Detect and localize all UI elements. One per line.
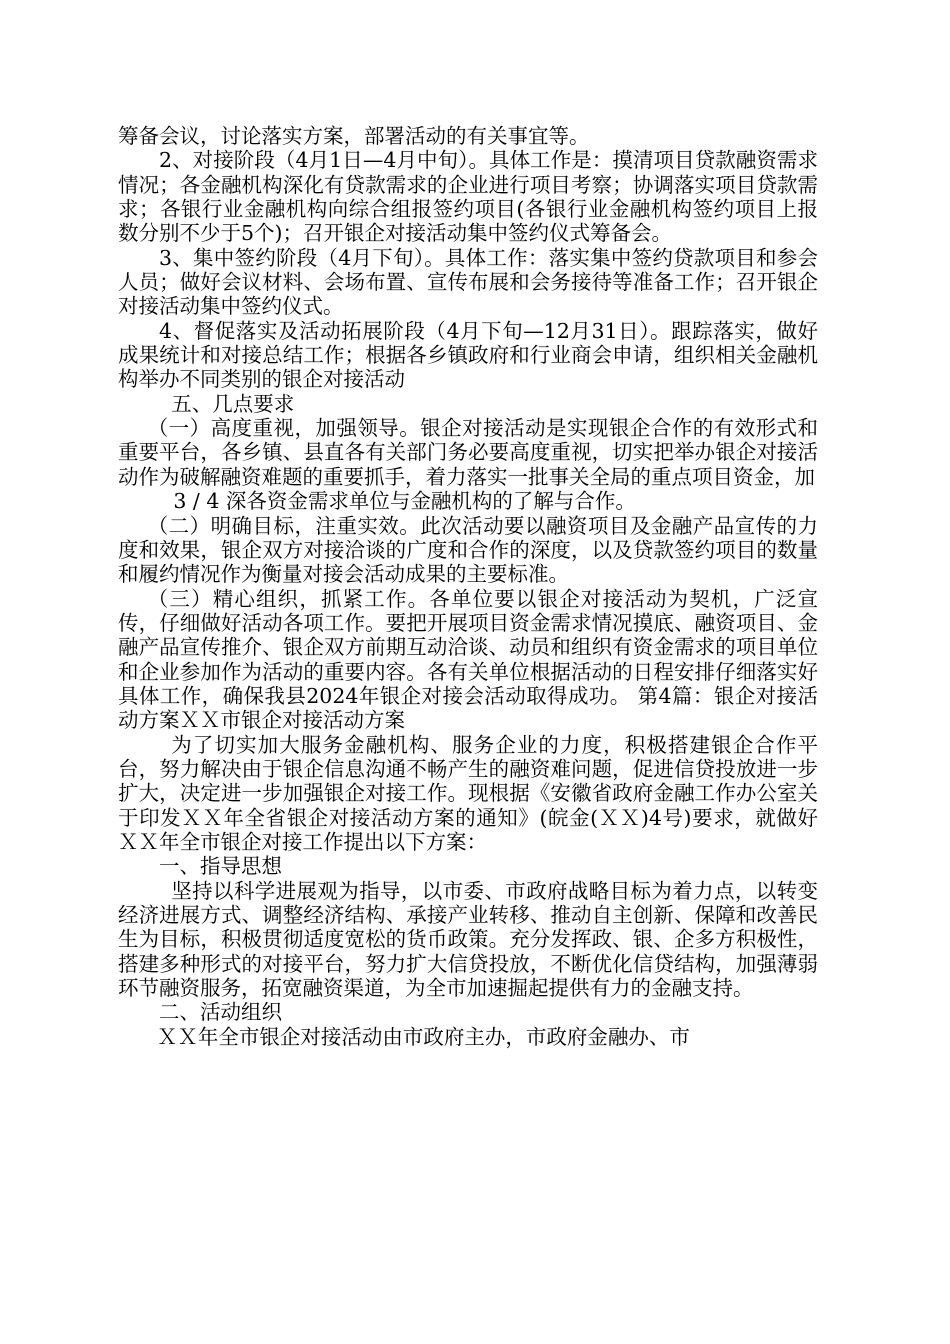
section-heading-requirements: 五、几点要求 bbox=[171, 391, 295, 416]
page-number: 3 / 4 bbox=[173, 489, 220, 514]
paragraph-stage-2: 2、对接阶段（4月1日—4月中旬）。具体工作是：摸清项目贷款融资需求情况；各金融机构深化有贷款需求的企业进行项目考察；协调落实项目贷款需求；各银行业金融机构向综合组报签约项目(各银行业金融机构签约项目上报数分别不少于5个)；召开银企对接活动集中签约仪式筹备会。 bbox=[118, 148, 818, 246]
paragraph-stage-3: 3、集中签约阶段（4月下旬）。具体工作：落实集中签约贷款项目和参会人员；做好会议材料、会场布置、宣传布展和会务接待等准备工作；召开银企对接活动集中签约仪式。 bbox=[118, 245, 818, 319]
section-heading-organization: 二、活动组织 bbox=[159, 1000, 282, 1025]
paragraph-guiding-ideology: 坚持以科学进展观为指导，以市委、市政府战略目标为着力点，以转变经济进展方式、调整经济结构、承接产业转移、推动自主创新、保障和改善民生为目标，积极贯彻适度宽松的货币政策。充分发挥政、银、企多方积极性，搭建多种形式的对接平台，努力扩大信贷投放，不断优化信贷结构，加强薄弱环节融资服务，拓宽融资渠道，为全市加速掘起提供有力的金融支持。 bbox=[118, 878, 818, 1001]
paragraph-requirement-3: （三）精心组织，抓紧工作。各单位要以银企对接活动为契机，广泛宣传，仔细做好活动各项工作。要把开展项目资金需求情况摸底、融资项目、金融产品宣传推介、银企双方前期互动洽谈、动员和组织有资金需求的项目单位和企业参加作为活动的重要内容。各有关单位根据活动的日程安排仔细落实好具体工作，确保我县2024年银企对接会活动取得成功。 第4篇：银企对接活动方案ＸＸ市银企对接活动方案 bbox=[118, 586, 818, 733]
paragraph-meeting-prep: 筹备会议，讨论落实方案，部署活动的有关事宜等。 bbox=[118, 124, 590, 148]
paragraph-requirement-2: （二）明确目标，注重实效。此次活动要以融资项目及金融产品宣传的力度和效果，银企双方对接洽谈的广度和合作的深度，以及贷款签约项目的数量和履约情况作为衡量对接会活动成果的主要标准。 bbox=[118, 513, 818, 587]
paragraph-requirement-1: （一）高度重视，加强领导。银企对接活动是实现银企合作的有效形式和重要平台，各乡镇、县直各有关部门务必要高度重视，切实把举办银企对接活动作为破解融资难题的重要抓手，着力落实一批事关全局的重点项目资金，加 bbox=[118, 416, 818, 489]
document-page bbox=[118, 124, 818, 1049]
paragraph-organization: ＸＸ年全市银企对接活动由市政府主办，市政府金融办、市 bbox=[156, 1024, 690, 1049]
section-heading-guiding-ideology: 一、指导思想 bbox=[159, 854, 282, 879]
paragraph-requirement-1-continued: 深各资金需求单位与金融机构的了解与合作。 bbox=[225, 489, 636, 514]
paragraph-plan-intro: 为了切实加大服务金融机构、服务企业的力度，积极搭建银企合作平台，努力解决由于银企信息沟通不畅产生的融资难问题，促进信贷投放进一步扩大，决定进一步加强银企对接工作。现根据《安徽省政府金融工作办公室关于印发ＸＸ年全省银企对接活动方案的通知》(皖金(ＸＸ)4号)要求，就做好ＸＸ年全市银企对接工作提出以下方案： bbox=[118, 732, 818, 854]
page-break-line bbox=[118, 489, 818, 513]
paragraph-stage-4: 4、督促落实及活动拓展阶段（4月下旬—12月31日）。跟踪落实，做好成果统计和对接总结工作；根据各乡镇政府和行业商会申请，组织相关金融机构举办不同类别的银企对接活动 bbox=[118, 318, 818, 392]
